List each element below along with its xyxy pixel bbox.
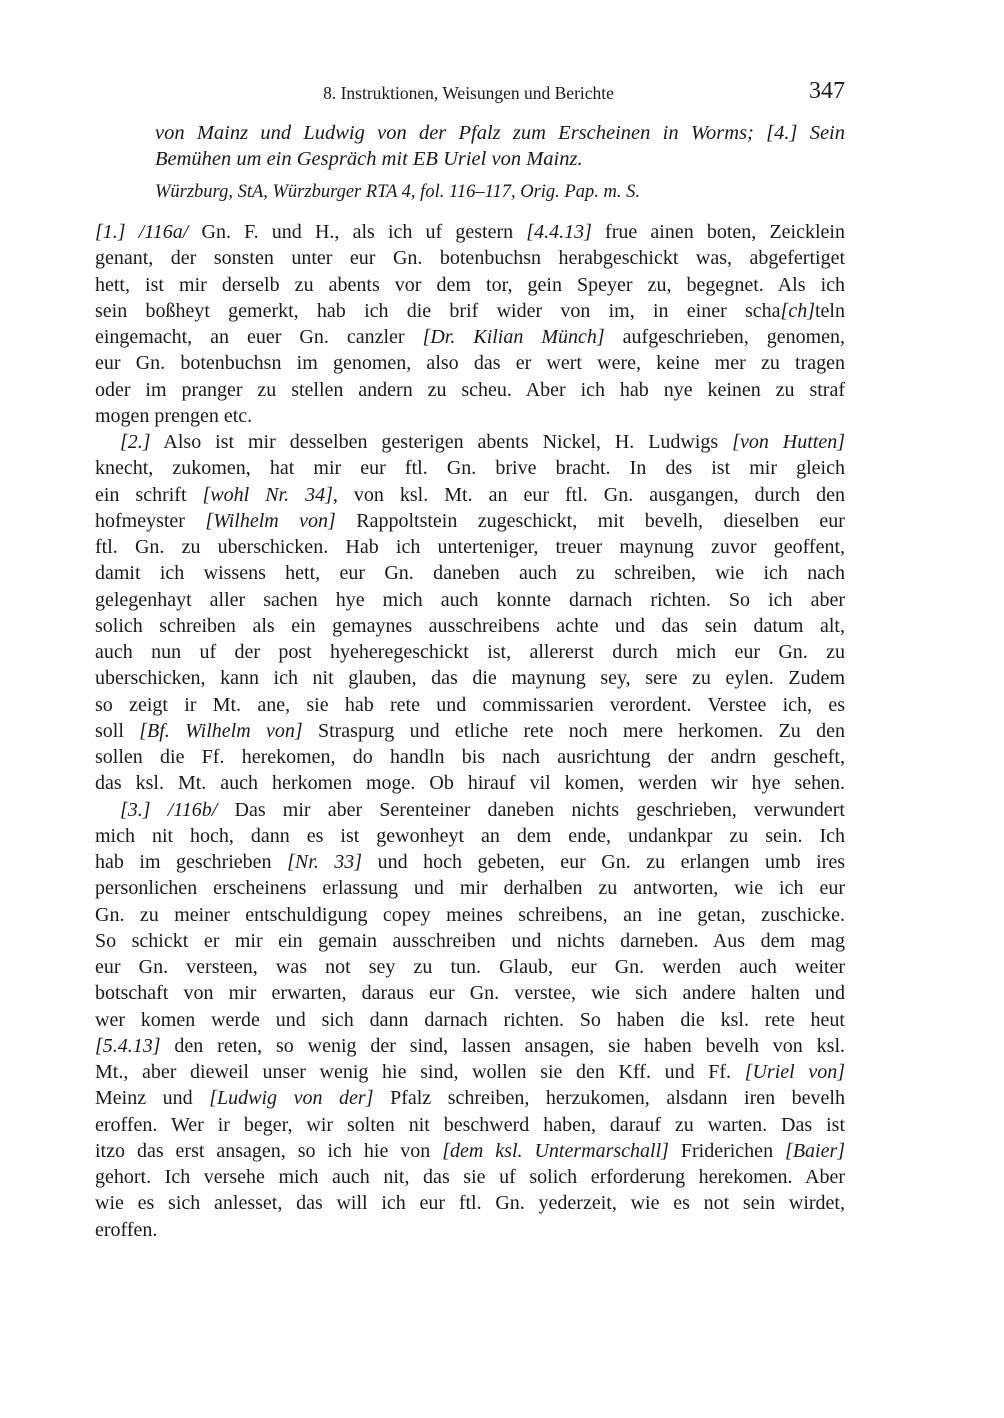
editorial-annotation: [5.4.13] xyxy=(95,1034,161,1057)
text-line xyxy=(95,902,845,928)
text-line xyxy=(95,1190,845,1216)
text-segment: soll xyxy=(95,719,140,742)
editorial-annotation: [Nr. 33] xyxy=(287,851,363,873)
text-line xyxy=(95,1112,845,1138)
text-line xyxy=(95,403,845,429)
text-line xyxy=(95,770,845,796)
editorial-annotation: [Uriel von] xyxy=(744,1061,845,1083)
text-line xyxy=(95,508,845,534)
editorial-annotation: [ch] xyxy=(780,299,815,322)
text-line xyxy=(95,219,845,245)
page-number: 347 xyxy=(809,78,845,104)
document-regest xyxy=(155,121,845,172)
text-line xyxy=(95,744,845,770)
text-segment: den reten, so wenig der sind, lassen ansagen, sie haben bevelh von ksl. xyxy=(160,1034,845,1057)
text-segment: itzo das erst ansagen, so ich hie von xyxy=(95,1139,443,1162)
text-segment: Mt., aber dieweil unser wenig hie sind, wollen sie den Kff. und Ff. xyxy=(95,1061,745,1083)
text-line xyxy=(95,534,845,560)
text-line xyxy=(95,560,845,586)
editorial-annotation: [Ludwig von der] xyxy=(209,1087,374,1110)
text-segment: auch nun uf der post hyeheregeschickt ist, allererst durch mich eur Gn. zu xyxy=(95,641,845,663)
text-line xyxy=(95,1033,845,1059)
text-line xyxy=(95,823,845,849)
text-segment: damit ich wissens hett, eur Gn. daneben auch zu schreiben, wie ich nach xyxy=(95,562,845,585)
text-line xyxy=(95,613,845,639)
text-segment: hett, ist mir derselb zu abents vor dem tor, gein Speyer zu, begegnet. Als ich xyxy=(95,273,845,296)
text-segment: frue ainen boten, Zeicklein xyxy=(591,221,845,243)
paragraph xyxy=(95,429,845,797)
text-line xyxy=(95,272,845,298)
text-segment: Gn. F. und H., als ich uf gestern xyxy=(188,221,527,243)
text-segment: Das mir aber Serenteiner daneben nichts geschrieben, verwundert xyxy=(217,798,845,821)
text-segment: teln xyxy=(815,299,845,322)
editorial-annotation: [Wilhelm von] xyxy=(205,509,336,532)
text-line xyxy=(95,377,845,403)
text-line xyxy=(95,429,845,455)
text-segment: sein boßheyt gemerkt, hab ich die brif wider von im, in einer scha xyxy=(95,299,781,322)
text-line xyxy=(95,718,845,744)
text-segment: So schickt er mir ein gemain ausschreiben und nichts darneben. Aus dem mag xyxy=(95,929,845,952)
text-segment: eingemacht, an euer Gn. canzler xyxy=(95,326,423,348)
editorial-annotation: [wohl Nr. 34] xyxy=(202,483,333,506)
text-segment: knecht, zukomen, hat mir eur ftl. Gn. brive bracht. In des ist mir gleich xyxy=(95,457,845,480)
text-line xyxy=(95,954,845,980)
editorial-annotation: [von Hutten] xyxy=(732,431,845,453)
text-line xyxy=(95,1059,845,1085)
text-segment: mogen prengen etc. xyxy=(95,404,253,427)
editorial-annotation: [1.] /116a/ xyxy=(95,221,189,243)
editorial-annotation: [3.] /116b/ xyxy=(120,798,218,821)
text-line xyxy=(95,245,845,271)
document-body xyxy=(95,219,845,1243)
text-segment: Meinz und xyxy=(95,1087,210,1110)
text-segment: eroffen. Wer ir beger, wir solten nit beschwerd haben, darauf zu warten. Das ist xyxy=(95,1113,845,1136)
text-segment: wie es sich anlesset, das will ich eur ftl. Gn. yederzeit, wie es not sein wirdet, xyxy=(95,1192,845,1215)
text-segment: eur Gn. versteen, was not sey zu tun. Glaub, eur Gn. werden auch weiter xyxy=(95,956,845,978)
text-segment: Friderichen xyxy=(668,1139,786,1162)
text-segment: Straspurg und etliche rete noch mere herkomen. Zu den xyxy=(302,719,845,742)
editorial-annotation: [4.4.13] xyxy=(526,221,592,243)
text-segment: Also ist mir desselben gesterigen abents Nickel, H. Ludwigs xyxy=(150,431,733,453)
text-line xyxy=(95,980,845,1006)
editorial-annotation: [dem ksl. Untermarschall] xyxy=(442,1139,669,1162)
text-line xyxy=(95,1217,845,1243)
text-segment: eur Gn. botenbuchsn im genomen, also das er wert were, keine mer zu tragen xyxy=(95,352,845,375)
text-segment: gelegenhayt aller sachen hye mich auch konnte darnach richten. So ich aber xyxy=(95,588,845,611)
text-segment: so zeigt ir Mt. ane, sie hab rete und commissarien verordent. Verstee ich, es xyxy=(95,693,845,716)
text-segment: ftl. Gn. zu uberschicken. Hab ich unterteniger, treuer maynung zuvor geoffent, xyxy=(95,536,845,558)
regest-line: Bemühen um ein Gespräch mit EB Uriel von Mainz. xyxy=(155,147,583,170)
editorial-annotation: [Baier] xyxy=(785,1139,846,1162)
paragraph xyxy=(95,219,845,429)
text-line xyxy=(95,1164,845,1190)
text-segment: das ksl. Mt. auch herkomen moge. Ob hirauf vil komen, werden wir hye sehen. xyxy=(95,772,845,795)
text-segment: uberschicken, kann ich nit glauben, das die maynung sey, sere zu eylen. Zudem xyxy=(95,667,845,690)
source-citation: Würzburg, StA, Würzburger RTA 4, fol. 116–117, Orig. Pap. m. S. xyxy=(155,182,640,202)
paragraph xyxy=(95,797,845,1243)
editorial-annotation: [2.] xyxy=(120,431,151,453)
text-line xyxy=(95,298,845,324)
text-segment: hofmeyster xyxy=(95,509,206,532)
text-line xyxy=(95,1138,845,1164)
text-segment: und hoch gebeten, eur Gn. zu erlangen umb ires xyxy=(362,851,845,873)
text-line xyxy=(95,324,845,350)
text-segment: ein schrift xyxy=(95,483,203,506)
text-segment: hab im geschrieben xyxy=(95,851,288,873)
text-line xyxy=(95,797,845,823)
text-segment: mich nit hoch, dann es ist gewonheyt an dem ende, undankpar zu sein. Ich xyxy=(95,824,845,847)
regest-line: von Mainz und Ludwig von der Pfalz zum Erscheinen in Worms; [4.] Sein xyxy=(155,122,845,144)
editorial-annotation: [Bf. Wilhelm von] xyxy=(139,719,303,742)
text-line xyxy=(95,875,845,901)
text-segment: wer komen werde und sich dann darnach richten. So haben die ksl. rete heut xyxy=(95,1008,845,1031)
text-line xyxy=(95,692,845,718)
text-segment: aufgeschrieben, genomen, xyxy=(604,326,846,348)
text-line xyxy=(95,482,845,508)
running-head: 8. Instruktionen, Weisungen und Berichte xyxy=(323,83,614,103)
text-segment: genant, der sonsten unter eur Gn. botenbuchsn herabgeschickt was, abgefertiget xyxy=(95,247,845,270)
text-line xyxy=(95,639,845,665)
text-line xyxy=(95,1007,845,1033)
text-line xyxy=(95,350,845,376)
text-segment: Rappoltstein zugeschickt, mit bevelh, dieselben eur xyxy=(335,509,845,532)
text-segment: botschaft von mir erwarten, daraus eur Gn. verstee, wie sich andere halten und xyxy=(95,982,845,1005)
text-line xyxy=(95,587,845,613)
text-line xyxy=(95,928,845,954)
text-segment: personlichen erscheinens erlassung und mir derhalben zu antworten, wie ich eur xyxy=(95,877,845,900)
text-segment: , von ksl. Mt. an eur ftl. Gn. ausgangen, durch den xyxy=(332,483,846,506)
text-segment: gehort. Ich versehe mich auch nit, das sie uf solich erforderung herekomen. Aber xyxy=(95,1166,845,1188)
text-line xyxy=(95,455,845,481)
text-line xyxy=(95,665,845,691)
text-segment: solich schreiben als ein gemaynes ausschreibens achte und das sein datum alt, xyxy=(95,614,845,637)
text-segment: Gn. zu meiner entschuldigung copey meines schreibens, an ine getan, zuschicke. xyxy=(95,903,845,926)
text-segment: oder im pranger zu stellen andern zu scheu. Aber ich hab nye keinen zu straf xyxy=(95,378,845,401)
text-segment: sollen die Ff. herekomen, do handln bis nach ausrichtung der andrn gescheft, xyxy=(95,746,845,768)
editorial-annotation: [Dr. Kilian Münch] xyxy=(422,326,605,348)
text-segment: Pfalz schreiben, herzukomen, alsdann iren bevelh xyxy=(373,1087,845,1110)
text-segment: eroffen. xyxy=(95,1218,158,1241)
text-line xyxy=(95,1085,845,1111)
text-line xyxy=(95,849,845,875)
